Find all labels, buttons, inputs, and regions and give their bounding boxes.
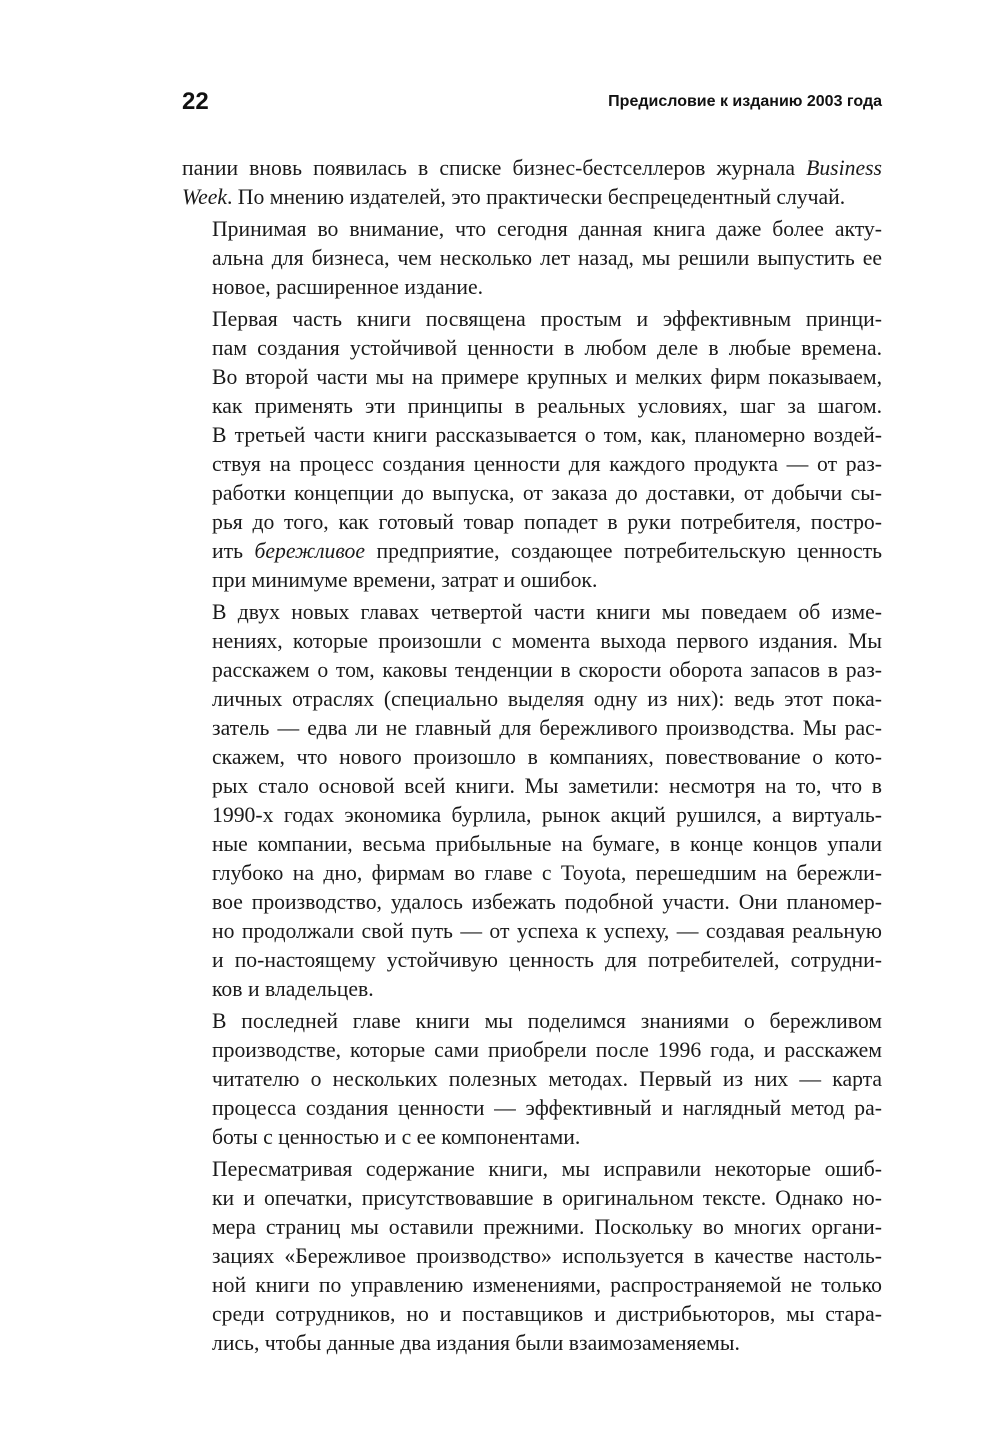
text-line xyxy=(182,1242,882,1271)
text-line xyxy=(182,1329,882,1358)
text-line xyxy=(182,917,882,946)
text-line xyxy=(182,888,882,917)
text-run: процесса создания ценности — эффективный и наглядный метод ра- xyxy=(212,1096,882,1120)
text-line xyxy=(182,975,882,1004)
text-line xyxy=(182,1271,882,1300)
text-run: читателю о нескольких полезных методах. Первый из них — карта xyxy=(212,1067,882,1091)
text-line xyxy=(182,1184,882,1213)
text-line xyxy=(182,1300,882,1329)
text-run: 1990-х годах экономика бурлила, рынок акций рушился, а виртуаль- xyxy=(212,803,882,827)
text-run: скажем, что нового произошло в компаниях, повествование о кото- xyxy=(212,745,882,769)
text-run: мера страниц мы оставили прежними. Поскольку во многих органи- xyxy=(212,1215,882,1239)
paragraph xyxy=(182,1155,882,1358)
text-line xyxy=(182,1007,882,1036)
text-run: вое производство, удалось избежать подобной участи. Они планомер- xyxy=(212,890,882,914)
text-line xyxy=(182,450,882,479)
text-run: новое, расширенное издание. xyxy=(212,275,484,299)
text-run: В двух новых главах четвертой части книги мы поведаем об изме- xyxy=(212,600,882,624)
text-run: ки и опечатки, присутствовавшие в оригинальном тексте. Однако но- xyxy=(212,1186,882,1210)
text-run: ков и владельцев. xyxy=(212,977,374,1001)
text-run: личных отраслях (специально выделяя одну из них): ведь этот пока- xyxy=(212,687,882,711)
italic-text: бережливое xyxy=(254,539,366,563)
text-run: рых стало основой всей книги. Мы заметили: несмотря на то, что в xyxy=(212,774,882,798)
text-run: как применять эти принципы в реальных условиях, шаг за шагом. xyxy=(212,394,882,418)
text-line xyxy=(182,1155,882,1184)
text-line xyxy=(182,946,882,975)
text-run: В последней главе книги мы поделимся знаниями о бережливом xyxy=(212,1009,882,1033)
body-text xyxy=(182,154,882,1358)
text-line xyxy=(182,421,882,450)
text-line xyxy=(182,1065,882,1094)
text-line xyxy=(182,801,882,830)
text-run: Первая часть книги посвящена простым и эффективным принци- xyxy=(212,307,882,331)
text-run: Принимая во внимание, что сегодня данная книга даже более акту- xyxy=(212,217,882,241)
text-run: производстве, которые сами приобрели после 1996 года, и расскажем xyxy=(212,1038,882,1062)
italic-text: Business xyxy=(806,156,882,180)
paragraph xyxy=(182,598,882,1004)
text-line xyxy=(182,743,882,772)
text-run: ствуя на процесс создания ценности для каждого продукта — от раз- xyxy=(212,452,882,476)
text-line xyxy=(182,830,882,859)
text-run: пании вновь появилась в списке бизнес-бестселлеров журнала xyxy=(182,156,807,180)
text-line xyxy=(182,363,882,392)
text-run: ные компании, весьма прибыльные на бумаге, в конце концов упали xyxy=(212,832,882,856)
text-run: расскажем о том, каковы тенденции в скорости оборота запасов в раз- xyxy=(212,658,882,682)
text-run: работки концепции до выпуска, от заказа до доставки, от добычи сы- xyxy=(212,481,882,505)
text-run: нениях, которые произошли с момента выхода первого издания. Мы xyxy=(212,629,882,653)
text-run: ной книги по управлению изменениями, распространяемой не только xyxy=(212,1273,882,1297)
text-run: Во второй части мы на примере крупных и мелких фирм показываем, xyxy=(212,365,882,389)
text-line xyxy=(182,215,882,244)
text-run: лись, чтобы данные два издания были взаимозаменяемы. xyxy=(212,1331,740,1355)
text-run: при минимуме времени, затрат и ошибок. xyxy=(212,568,598,592)
text-run: затель — едва ли не главный для бережливого производства. Мы рас- xyxy=(212,716,882,740)
text-line xyxy=(182,598,882,627)
text-line xyxy=(182,714,882,743)
text-line xyxy=(182,1036,882,1065)
text-line xyxy=(182,685,882,714)
text-run: Пересматривая содержание книги, мы исправили некоторые ошиб- xyxy=(212,1157,882,1181)
text-run: и по-настоящему устойчивую ценность для потребителей, сотрудни- xyxy=(212,948,882,972)
text-line xyxy=(182,1213,882,1242)
paragraph xyxy=(182,1007,882,1152)
text-line xyxy=(182,305,882,334)
text-line xyxy=(182,656,882,685)
text-run: пам создания устойчивой ценности в любом деле в любые времена. xyxy=(212,336,882,360)
text-line xyxy=(182,859,882,888)
text-run: глубоко на дно, фирмам во главе с Toyota, перешедшим на бережли- xyxy=(212,861,882,885)
text-run: ить xyxy=(212,539,255,563)
text-line xyxy=(182,1094,882,1123)
italic-text: Week xyxy=(182,185,227,209)
paragraph xyxy=(182,305,882,595)
text-line xyxy=(182,508,882,537)
text-run: В третьей части книги рассказывается о том, как, планомерно воздей- xyxy=(212,423,882,447)
page-number: 22 xyxy=(182,88,209,115)
text-line xyxy=(182,154,882,183)
text-line xyxy=(182,627,882,656)
text-line xyxy=(182,334,882,363)
paragraph xyxy=(182,154,882,212)
text-run: предприятие, создающее потребительскую ценность xyxy=(365,539,882,563)
text-line xyxy=(182,772,882,801)
text-line xyxy=(182,273,882,302)
text-line xyxy=(182,392,882,421)
paragraph xyxy=(182,215,882,302)
text-run: боты с ценностью и с ее компонентами. xyxy=(212,1125,581,1149)
text-line xyxy=(182,1123,882,1152)
running-title: Предисловие к изданию 2003 года xyxy=(608,93,882,110)
text-line xyxy=(182,566,882,595)
text-run: среди сотрудников, но и поставщиков и дистрибьюторов, мы стара- xyxy=(212,1302,882,1326)
text-line xyxy=(182,537,882,566)
text-run: альна для бизнеса, чем несколько лет назад, мы решили выпустить ее xyxy=(212,246,882,270)
text-run: . По мнению издателей, это практически беспрецедентный случай. xyxy=(226,185,846,209)
text-line xyxy=(182,479,882,508)
text-line xyxy=(182,244,882,273)
text-run: но продолжали свой путь — от успеха к успеху, — создавая реальную xyxy=(212,919,882,943)
text-run: зациях «Бережливое производство» используется в качестве настоль- xyxy=(212,1244,882,1268)
text-line xyxy=(182,183,882,212)
text-run: рья до того, как готовый товар попадет в руки потребителя, постро- xyxy=(212,510,882,534)
